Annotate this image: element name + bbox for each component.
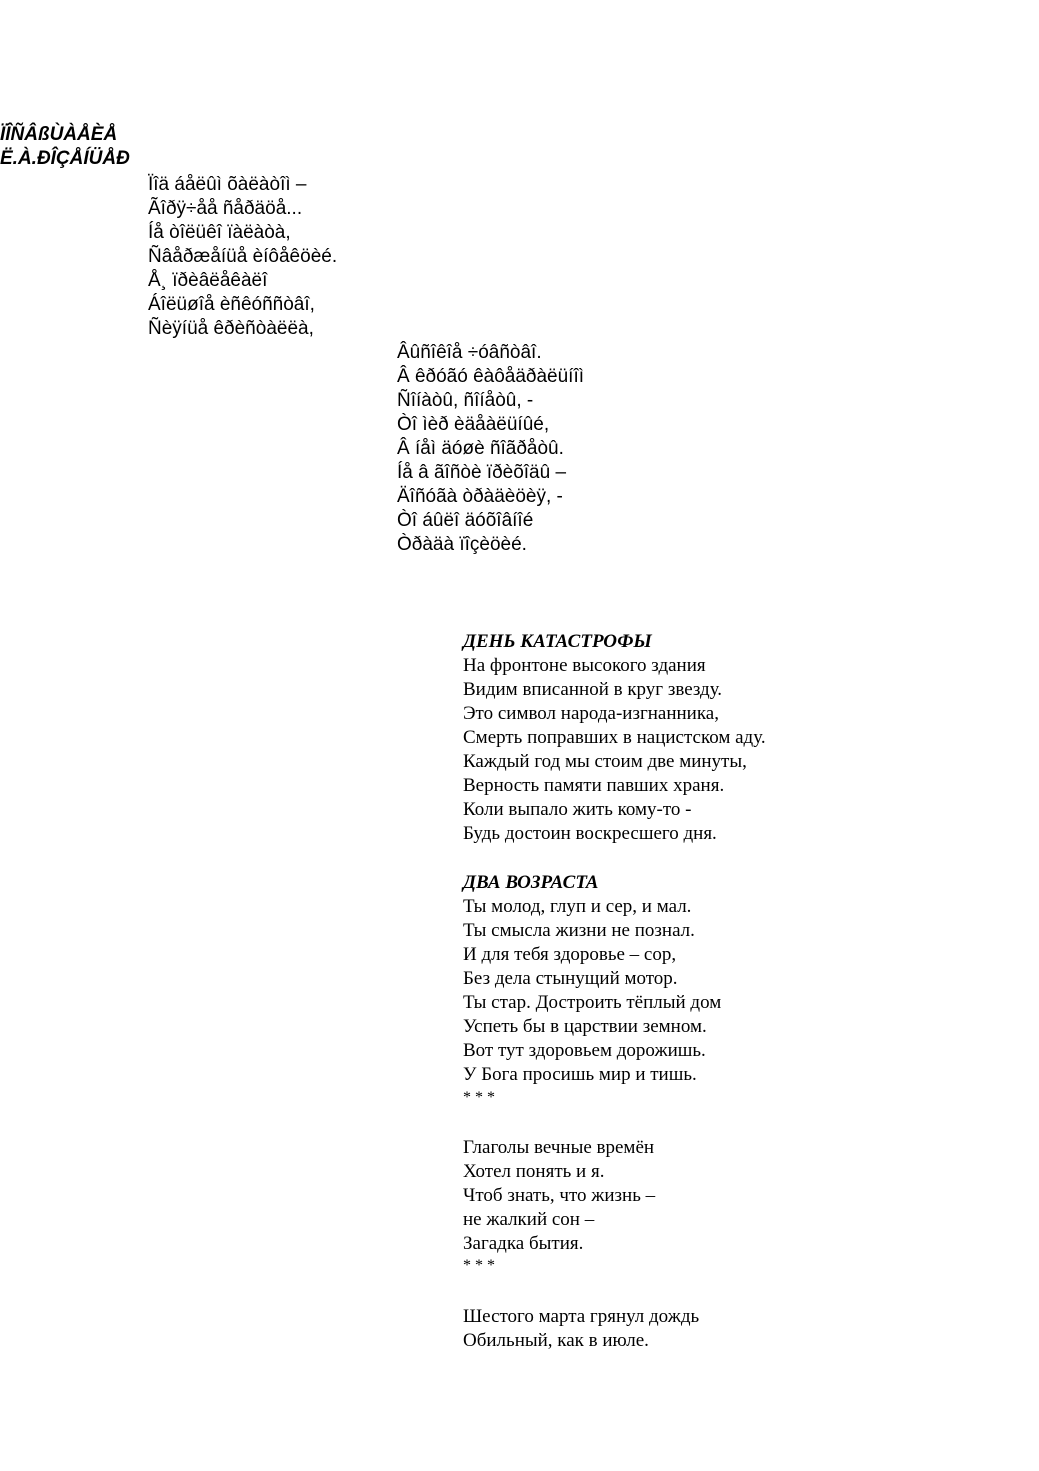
poem-line: Верность памяти павших храня. bbox=[463, 775, 725, 796]
poem-line: Ïîä áåëûì õàëàòîì – bbox=[148, 174, 307, 195]
section-title: ÏÎÑÂßÙÀÅÈÅ bbox=[0, 124, 118, 145]
poem-line: Â êðóãó êàôåäðàëüíîì bbox=[397, 366, 585, 387]
page-header bbox=[0, 123, 130, 171]
poem-line: Глаголы вечные времён bbox=[463, 1137, 655, 1158]
poem-line: И для тебя здоровье – сор, bbox=[463, 944, 677, 965]
poem-title: ДВА ВОЗРАСТА bbox=[463, 872, 599, 893]
poem-line: Òî ìèð èäåàëüíûé, bbox=[397, 414, 550, 435]
poem-title: ДЕНЬ КАТАСТРОФЫ bbox=[463, 631, 652, 652]
poem-line: Ты смысла жизни не познал. bbox=[463, 920, 695, 941]
poem-line: У Бога просишь мир и тишь. bbox=[463, 1064, 697, 1085]
poem-line: Это символ народа-изгнанника, bbox=[463, 703, 719, 724]
poem-line: Ñîíàòû, ñîíåòû, - bbox=[397, 390, 534, 411]
poem-line: Ãîðÿ÷åå ñåðäöå... bbox=[148, 198, 303, 219]
poem-line: На фронтоне высокого здания bbox=[463, 655, 706, 676]
poem-den-katastrofy bbox=[463, 630, 766, 846]
poem-line: не жалкий сон – bbox=[463, 1209, 595, 1230]
separator-stars bbox=[463, 1089, 495, 1107]
author-name: Ë.À.ÐÎÇÅÍÜÅÐ bbox=[0, 148, 130, 169]
poem-line: Обильный, как в июле. bbox=[463, 1330, 649, 1351]
separator-text: * * * bbox=[463, 1257, 495, 1274]
poem-dva-vozrasta bbox=[463, 871, 721, 1087]
poem-line: Äîñóãà òðàäèöèÿ, - bbox=[397, 486, 563, 507]
poem-line: Â íåì äóøè ñîãðåòû. bbox=[397, 438, 564, 459]
poem-line: Ñâåðæåíüå èíôåêöèé. bbox=[148, 246, 338, 267]
poem-line: Коли выпало жить кому-то - bbox=[463, 799, 692, 820]
poem-line: Å¸ ïðèâëåêàëî bbox=[148, 270, 268, 291]
poem-line: Шестого марта грянул дождь bbox=[463, 1306, 700, 1327]
poem-line: Загадка бытия. bbox=[463, 1233, 584, 1254]
poem-line: Áîëüøîå èñêóññòâî, bbox=[148, 294, 315, 315]
separator-text: * * * bbox=[463, 1089, 495, 1106]
separator-stars bbox=[463, 1257, 495, 1275]
poem-line: Чтоб знать, что жизнь – bbox=[463, 1185, 656, 1206]
poem-line: Вот тут здоровьем дорожишь. bbox=[463, 1040, 706, 1061]
poem-line: Âûñîêîå ÷óâñòâî. bbox=[397, 342, 542, 363]
poem-shestogo-marta bbox=[463, 1305, 699, 1353]
poem-line: Íå òîëüêî ïàëàòà, bbox=[148, 222, 291, 243]
poem-garbled-part1 bbox=[148, 173, 337, 341]
poem-line: Ты стар. Достроить тёплый дом bbox=[463, 992, 722, 1013]
poem-line: Без дела стынущий мотор. bbox=[463, 968, 678, 989]
poem-line: Ты молод, глуп и сер, и мал. bbox=[463, 896, 692, 917]
poem-line: Видим вписанной в круг звезду. bbox=[463, 679, 723, 700]
poem-line: Òî áûëî äóõîâíîé bbox=[397, 510, 534, 531]
poem-line: Будь достоин воскресшего дня. bbox=[463, 823, 717, 844]
poem-line: Успеть бы в царствии земном. bbox=[463, 1016, 707, 1037]
poem-garbled-part2 bbox=[397, 341, 584, 557]
poem-glagoly bbox=[463, 1136, 655, 1256]
poem-line: Смерть поправших в нацистском аду. bbox=[463, 727, 766, 748]
poem-line: Òðàäà ïîçèöèé. bbox=[397, 534, 527, 555]
poem-line: Каждый год мы стоим две минуты, bbox=[463, 751, 747, 772]
poem-line: Íå â ãîñòè ïðèõîäû – bbox=[397, 462, 567, 483]
poem-line: Ñèÿíüå êðèñòàëëà, bbox=[148, 318, 314, 339]
poem-line: Хотел понять и я. bbox=[463, 1161, 605, 1182]
